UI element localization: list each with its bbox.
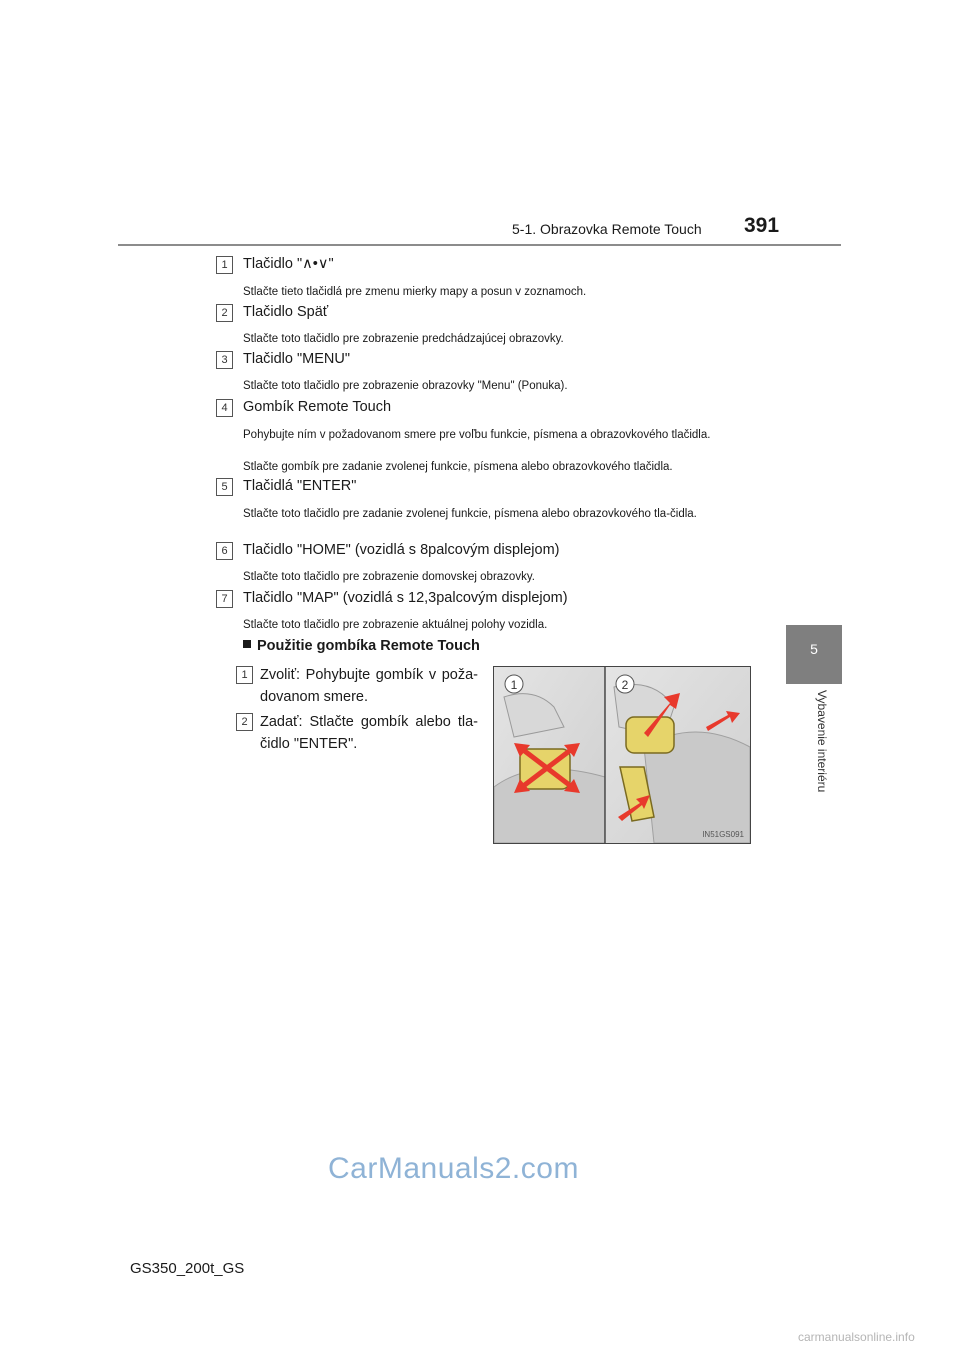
chapter-title-vertical [786,690,842,820]
item-description: Stlačte toto tlačidlo pre zobrazenie predchádzajúcej obrazovky. [243,333,564,345]
item-number: 3 [216,351,233,369]
illustration-svg [494,667,750,843]
page-number: 391 [744,214,780,237]
item-title: Tlačidlá "ENTER" [243,478,357,494]
item-title: Tlačidlo "HOME" (vozidlá s 8palcovým displejom) [243,542,560,558]
remote-touch-illustration [493,666,751,844]
site-watermark: carmanualsonline.info [798,1330,915,1344]
item-title: Tlačidlo "∧•∨" [243,256,334,272]
model-code: GS350_200t_GS [130,1260,245,1277]
item-number: 5 [216,478,233,496]
item-description: Stlačte toto tlačidlo pre zobrazenie domovskej obrazovky. [243,571,535,583]
item-description: Stlačte tieto tlačidlá pre zmenu mierky mapy a posun v zoznamoch. [243,286,587,298]
item-description: Pohybujte ním v požadovanom smere pre voľbu funkcie, písmena a obrazovkového tlačidla. [243,429,711,441]
item-number: 6 [216,542,233,560]
header-divider [118,244,841,246]
chapter-tab [786,625,842,684]
item-number: 4 [216,399,233,417]
step-text: Zadať: Stlačte gombík alebo tla-čidlo "ENTER". [260,714,478,752]
item-description-2: Stlačte gombík pre zadanie zvolenej funkcie, písmena alebo obrazovkového tlačidla. [243,461,673,473]
item-description: Stlačte toto tlačidlo pre zadanie zvolenej funkcie, písmena alebo obrazovkového tla-čidla. [243,508,697,520]
step-text: Zvoliť: Pohybujte gombík v poža-dovanom smere. [260,667,478,705]
item-title: Tlačidlo "MAP" (vozidlá s 12,3palcovým displejom) [243,590,568,606]
callout-label-2: 2 [621,678,629,692]
step-number: 2 [236,713,253,731]
item-description: Stlačte toto tlačidlo pre zobrazenie aktuálnej polohy vozidla. [243,619,548,631]
item-number: 1 [216,256,233,274]
chapter-number: 5 [810,641,818,657]
figure-code: IN51GS091 [702,830,744,839]
chapter-title: Vybavenie interiéru [815,690,829,793]
square-bullet-icon [243,640,251,648]
item-description: Stlačte toto tlačidlo pre zobrazenie obrazovky "Menu" (Ponuka). [243,380,568,392]
step-number: 1 [236,666,253,684]
watermark-text: CarManuals2.com [328,1152,579,1185]
item-title: Tlačidlo "MENU" [243,351,350,367]
knob-shape [626,717,674,753]
section-heading [243,638,480,654]
item-number: 7 [216,590,233,608]
item-title: Gombík Remote Touch [243,399,392,415]
item-number: 2 [216,304,233,322]
item-title: Tlačidlo Späť [243,304,329,320]
section-heading-text: Použitie gombíka Remote Touch [257,638,480,654]
callout-label-1: 1 [510,678,518,692]
section-title: 5-1. Obrazovka Remote Touch [512,221,702,237]
